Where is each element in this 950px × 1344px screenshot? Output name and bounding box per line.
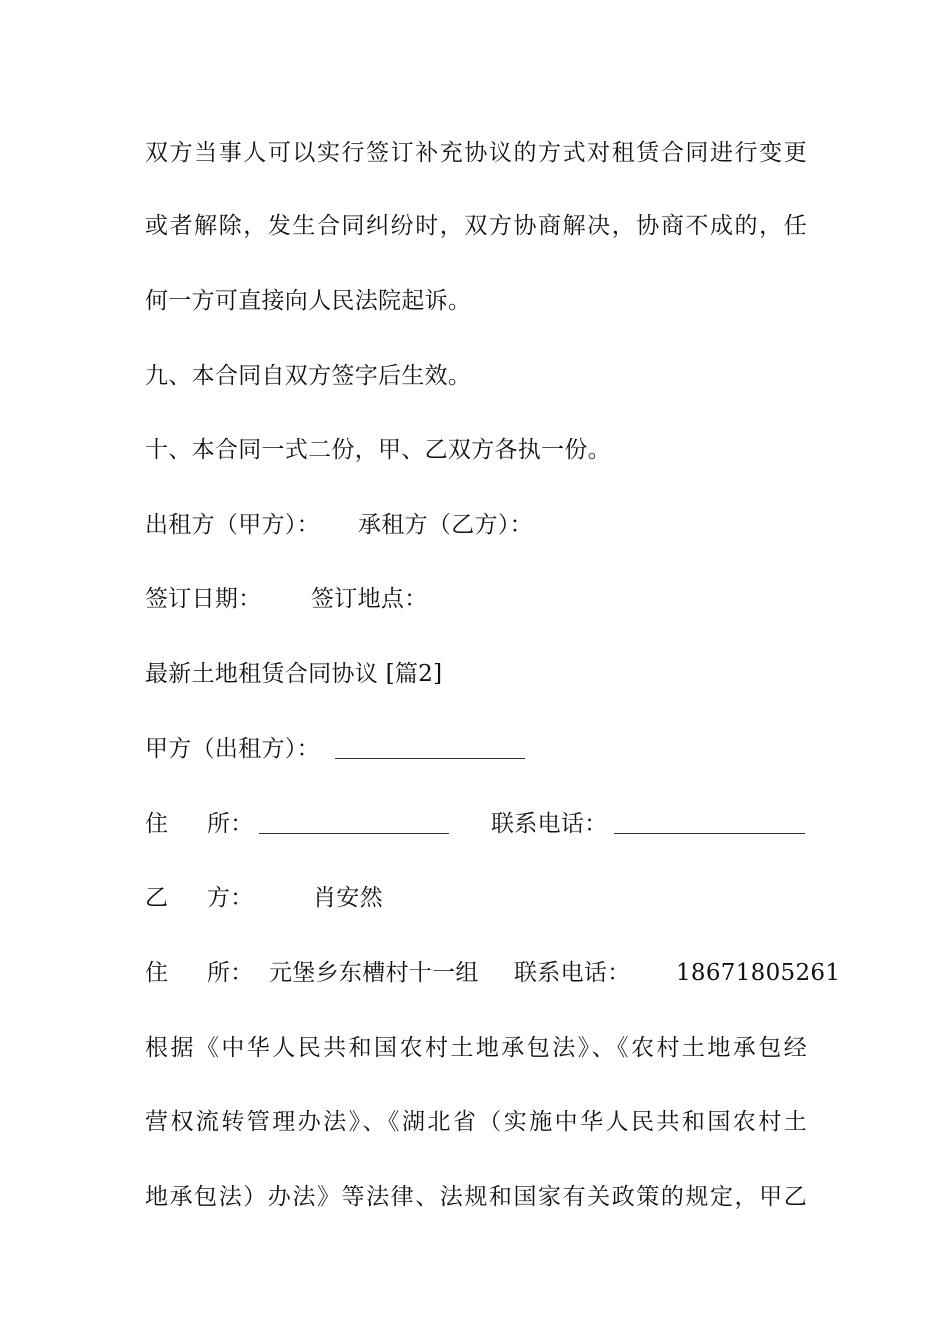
lessor-label: 出租方（甲方）： <box>145 512 320 538</box>
paragraph-line: 或者解除，发生合同纠纷时，双方协商解决，协商不成的，任 <box>145 213 807 239</box>
section-title: 最新土地租赁合同协议 [篇2] <box>145 661 443 687</box>
party-b-address-row <box>145 958 841 988</box>
preamble-line: 营权流转管理办法》、《湖北省（实施中华人民共和国农村土 <box>145 1109 807 1135</box>
party-a-row <box>145 734 807 764</box>
paragraph-line: 双方当事人可以实行签订补充协议的方式对租赁合同进行变更 <box>145 140 807 166</box>
party-b-name: 肖安然 <box>313 885 383 911</box>
clause-9: 九、本合同自双方签字后生效。 <box>145 363 472 389</box>
address-label-char-2: 所： <box>207 960 254 986</box>
address-label-char-1: 住 <box>145 811 169 837</box>
party-a-label: 甲方（出租方）： <box>145 736 320 762</box>
clause-10: 十、本合同一式二份，甲、乙双方各执一份。 <box>145 437 611 463</box>
lessee-label: 承租方（乙方）： <box>358 512 533 538</box>
party-b-row <box>145 883 807 913</box>
party-a-address-row <box>145 809 807 839</box>
preamble-line: 根据《中华人民共和国农村土地承包法》、《农村土地承包经 <box>145 1035 807 1061</box>
party-a-address-blank <box>259 833 449 834</box>
sign-date-label: 签订日期： <box>145 586 262 612</box>
sign-place-label: 签订地点： <box>311 586 428 612</box>
party-b-phone: 18671805261 <box>676 960 841 986</box>
party-b-label-char-2: 方： <box>207 885 254 911</box>
party-a-phone-blank <box>614 833 805 834</box>
signature-date-row <box>145 584 807 614</box>
party-b-phone-label: 联系电话： <box>514 960 631 986</box>
party-b-label-char-1: 乙 <box>145 885 169 911</box>
paragraph-line: 何一方可直接向人民法院起诉。 <box>145 288 472 314</box>
signature-parties-row <box>145 510 807 540</box>
address-label-char-1: 住 <box>145 960 169 986</box>
party-a-name-blank <box>335 758 525 759</box>
address-label-char-2: 所： <box>207 811 254 837</box>
preamble-line: 地承包法）办法》等法律、法规和国家有关政策的规定，甲乙 <box>145 1184 807 1210</box>
party-a-phone-label: 联系电话： <box>491 811 608 837</box>
party-b-address: 元堡乡东槽村十一组 <box>269 960 479 986</box>
